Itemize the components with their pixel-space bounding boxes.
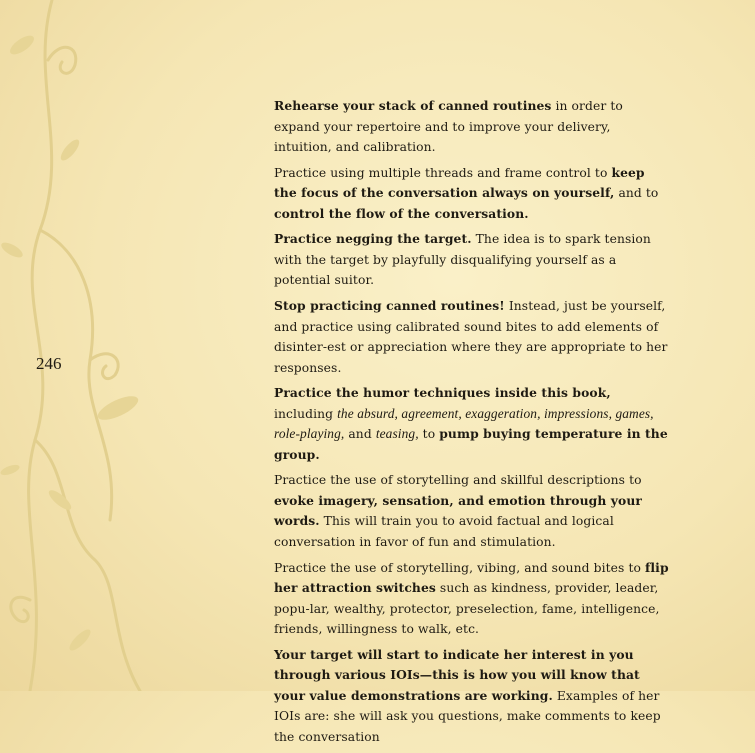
leaf-shape: [0, 463, 21, 477]
body-text: including: [274, 406, 338, 421]
italic-text: teasing,: [375, 426, 419, 442]
leaf-shape: [7, 32, 37, 58]
leaf-shape: [58, 137, 82, 163]
body-text: Practice using multiple threads and frame control to: [274, 165, 612, 180]
body-text: Instead, just be yourself, and practice using calibrated sound bites to add elements of disinter-est or appreciation where they are appropriate to her responses.: [274, 299, 668, 375]
body-text: This will train you to avoid factual and logical conversation in favor of fun and stimulation.: [274, 514, 614, 549]
leaf-shape: [67, 627, 94, 654]
body-text: to: [418, 427, 440, 442]
bold-text: Your target will start to indicate her interest in you through various IOIs—this is how you will know that your value demonstrations are working.: [274, 646, 640, 703]
bold-text: evoke imagery, sensation, and emotion through your words.: [274, 492, 642, 529]
bold-text: pump buying temperature in the group.: [274, 426, 668, 462]
body-text: and: [344, 427, 376, 442]
body-text: Practice the use of storytelling, vibing, and sound bites to: [274, 560, 646, 575]
body-text: Examples of her IOIs are: she will ask you questions, make comments to keep the conversation: [274, 688, 661, 744]
vine-tendril: [11, 597, 30, 621]
leaf-shape: [46, 487, 74, 513]
paragraph: [274, 96, 670, 158]
bold-text: control the flow of the conversation.: [274, 205, 529, 221]
body-text: The idea is to spark tension with the target by playfully disqualifying yourself as a potential suitor.: [274, 232, 651, 288]
paragraph: [274, 383, 670, 465]
italic-text: the absurd, agreement, exaggeration, impressions, games, role-playing,: [274, 405, 654, 442]
bold-text: flip her attraction switches: [274, 559, 669, 596]
paragraph: [274, 296, 670, 378]
bold-text: Rehearse your stack of canned routines: [274, 98, 552, 113]
text-body: [274, 96, 670, 753]
bold-text: Stop practicing canned routines!: [274, 298, 505, 314]
bold-text: Practice the humor techniques inside this book,: [274, 385, 611, 401]
bold-text: keep the focus of the conversation always on yourself,: [274, 164, 645, 201]
leaf-shape: [95, 391, 142, 424]
paragraph: [274, 163, 670, 225]
body-text: Practice the use of storytelling and skillful descriptions to: [274, 473, 642, 488]
bold-text: Practice negging the target.: [274, 231, 472, 247]
paragraph: [274, 470, 670, 552]
vine-stem: [35, 440, 140, 691]
body-text: in order to expand your repertoire and to improve your delivery, intuition, and calibration.: [274, 99, 623, 154]
vine-stem: [40, 230, 112, 520]
vine-decoration: [0, 0, 200, 691]
paragraph: [274, 558, 670, 640]
page-number: 246: [36, 354, 62, 373]
leaf-shape: [0, 240, 25, 261]
body-text: such as kindness, provider, leader, popu-lar, wealthy, protector, preselection, fame, intelligence, friends, willingness to walk, etc.: [274, 581, 660, 637]
paragraph: [274, 229, 670, 291]
vine-stem: [29, 0, 52, 691]
paragraph: [274, 645, 670, 748]
vine-tendril: [90, 354, 118, 379]
vine-tendril: [48, 47, 76, 73]
body-text: and to: [614, 186, 659, 201]
